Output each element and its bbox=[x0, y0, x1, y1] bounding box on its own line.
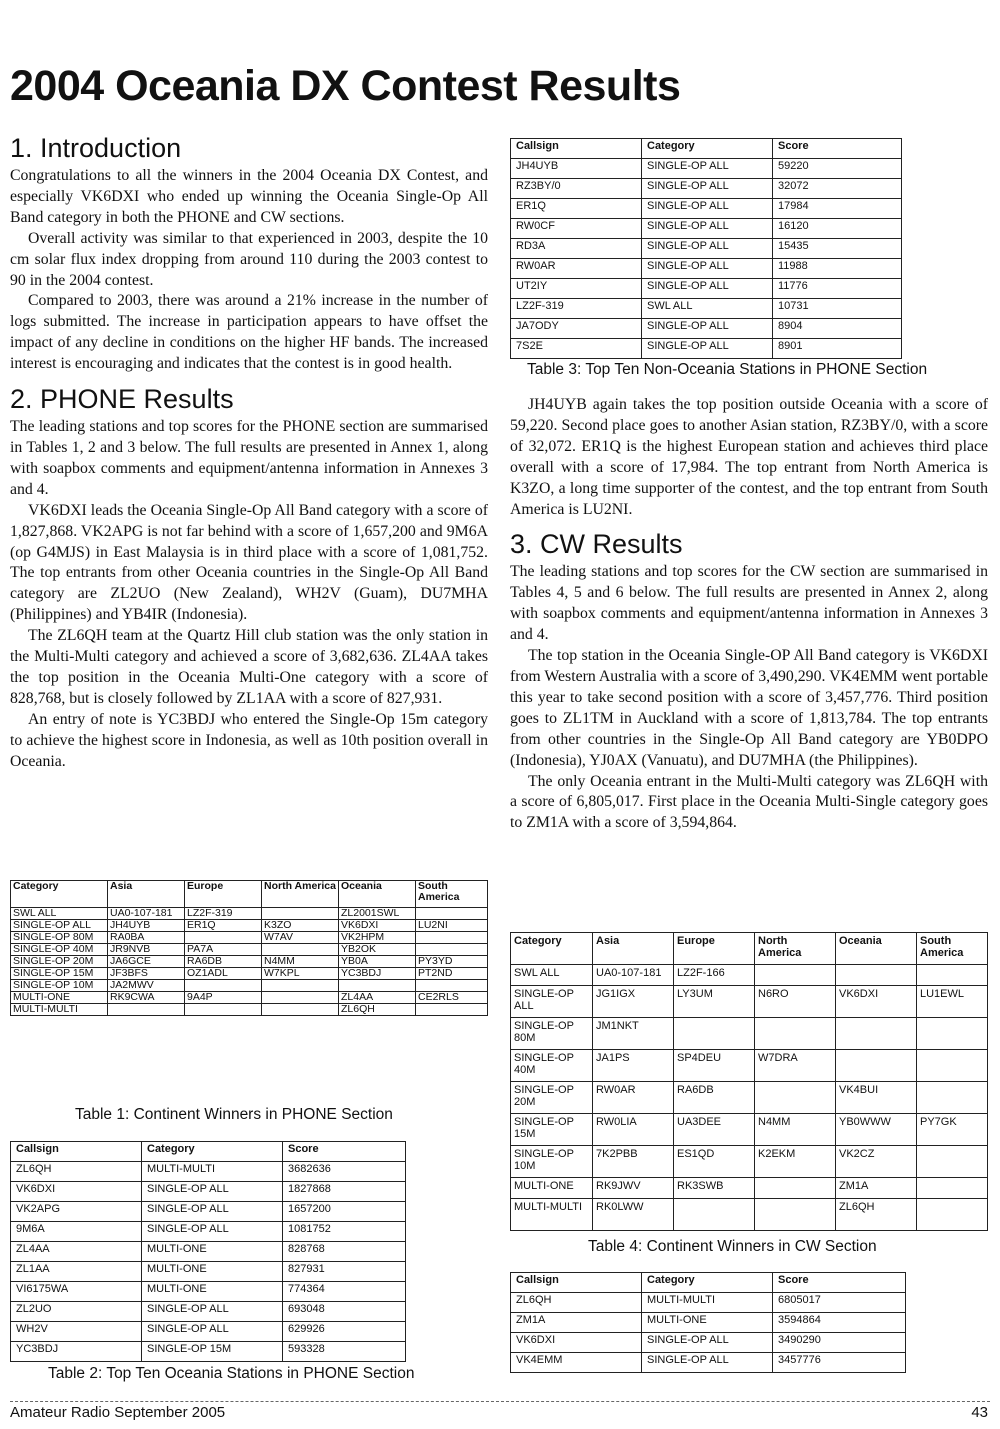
table-cell: RW0CF bbox=[511, 219, 642, 239]
table-cell: SINGLE-OP ALL bbox=[142, 1182, 283, 1202]
table-cell: MULTI-MULTI bbox=[11, 1004, 108, 1016]
table-row bbox=[11, 908, 488, 920]
table-cell: RK9CWA bbox=[108, 992, 185, 1004]
table-row bbox=[511, 1018, 988, 1050]
table-cell: VK2HPM bbox=[339, 932, 416, 944]
intro-paragraph-1: Congratulations to all the winners in the 2004 Oceania DX Contest, and especially VK6DXI who ended up winning the Oceania Single-Op All Band category in both the PHONE and CW sections. bbox=[10, 167, 488, 226]
table-cell: SINGLE-OP ALL bbox=[642, 179, 773, 199]
table-cell: JR9NVB bbox=[108, 944, 185, 956]
table-cell: PA7A bbox=[185, 944, 262, 956]
table-cell bbox=[836, 965, 917, 986]
table-cell bbox=[416, 944, 488, 956]
table-cell: 9A4P bbox=[185, 992, 262, 1004]
phone-paragraph-1: The leading stations and top scores for the PHONE section are summarised in Tables 1, 2 and 3 below. The full results are presented in Annex 1, along with soapbox comments and equipment/antenna information in Annexes 3 and 4. bbox=[10, 418, 488, 498]
table-row bbox=[11, 1222, 406, 1242]
table-cell: SWL ALL bbox=[511, 965, 593, 986]
table-cell: 9M6A bbox=[11, 1222, 142, 1242]
page-title: 2004 Oceania DX Contest Results bbox=[10, 62, 681, 110]
table-cell: W7KPL bbox=[262, 968, 339, 980]
table-cell: RW0AR bbox=[593, 1082, 674, 1114]
table-cell: RK0LWW bbox=[593, 1199, 674, 1231]
column-header: Score bbox=[283, 1142, 406, 1162]
intro-paragraph-2: Overall activity was similar to that experienced in 2003, despite the 10 cm solar flux index dropping from around 110 during the 2003 contest to 90 in the 2004 contest. bbox=[10, 229, 488, 289]
table-cell: SINGLE-OP 40M bbox=[11, 944, 108, 956]
table-row bbox=[511, 239, 902, 259]
table-cell: PY3YD bbox=[416, 956, 488, 968]
table-cell bbox=[917, 1178, 988, 1199]
table-cell: RK9JWV bbox=[593, 1178, 674, 1199]
table-cell: ER1Q bbox=[185, 920, 262, 932]
table-cell: 1827868 bbox=[283, 1182, 406, 1202]
column-header: South America bbox=[917, 933, 988, 965]
table-cell bbox=[755, 1199, 836, 1231]
table-cell: SINGLE-OP ALL bbox=[642, 1353, 773, 1373]
table-cell: JA7ODY bbox=[511, 319, 642, 339]
right-column bbox=[510, 395, 988, 834]
table-cell: MULTI-ONE bbox=[642, 1313, 773, 1333]
table-cell: 17984 bbox=[773, 199, 902, 219]
column-header: Category bbox=[642, 139, 773, 159]
table-cell: YC3BDJ bbox=[339, 968, 416, 980]
table-cell: 1081752 bbox=[283, 1222, 406, 1242]
table-cell: 7K2PBB bbox=[593, 1146, 674, 1178]
column-header: Europe bbox=[185, 881, 262, 908]
table-cell: RZ3BY/0 bbox=[511, 179, 642, 199]
table-cell: UT2IY bbox=[511, 279, 642, 299]
table-cell: UA0-107-181 bbox=[108, 908, 185, 920]
table-cell bbox=[416, 1004, 488, 1016]
table-cell: MULTI-ONE bbox=[11, 992, 108, 1004]
column-header: Asia bbox=[108, 881, 185, 908]
table-cell: 8901 bbox=[773, 339, 902, 359]
table-cell: SINGLE-OP ALL bbox=[11, 920, 108, 932]
table-cell: JA1PS bbox=[593, 1050, 674, 1082]
table-row bbox=[11, 992, 488, 1004]
table-cell: ZL2001SWL bbox=[339, 908, 416, 920]
table-cell: PT2ND bbox=[416, 968, 488, 980]
table-row bbox=[511, 1082, 988, 1114]
table-cell: SINGLE-OP ALL bbox=[142, 1302, 283, 1322]
non-oceania-paragraph: JH4UYB again takes the top position outside Oceania with a score of 59,220. Second place goes to another Asian station, RZ3BY/0, with a score of 32,072. ER1Q is the highest European station and achieves third place overall with a score of 17,984. The top entrant from North America is K3ZO, a long time supporter of the contest, and the top entrant from South America is LU2NI. bbox=[510, 396, 988, 518]
table-row bbox=[11, 1342, 406, 1362]
table-cell: LU2NI bbox=[416, 920, 488, 932]
phone-paragraph-4: An entry of note is YC3BDJ who entered the Single-Op 15m category to achieve the highest score in Indonesia, as well as 10th position overall in Oceania. bbox=[10, 710, 488, 770]
table-row bbox=[11, 1262, 406, 1282]
table-cell: PY7GK bbox=[917, 1114, 988, 1146]
left-column bbox=[10, 132, 488, 772]
table-cell: SINGLE-OP ALL bbox=[642, 159, 773, 179]
table-cell: 8904 bbox=[773, 319, 902, 339]
table-cell: JA6GCE bbox=[108, 956, 185, 968]
table-cell: W7DRA bbox=[755, 1050, 836, 1082]
table-cell bbox=[108, 1004, 185, 1016]
table-cell: SWL ALL bbox=[11, 908, 108, 920]
table-cell: LY3UM bbox=[674, 986, 755, 1018]
table-row bbox=[511, 1353, 906, 1373]
table-cell: WH2V bbox=[11, 1322, 142, 1342]
table-row bbox=[511, 279, 902, 299]
table-1-phone-continent-winners bbox=[10, 880, 488, 1016]
table-row bbox=[11, 1242, 406, 1262]
table-header-row bbox=[511, 139, 902, 159]
table-cell: ZL4AA bbox=[339, 992, 416, 1004]
footer-divider bbox=[10, 1401, 990, 1402]
table-row bbox=[511, 339, 902, 359]
table-cell: SWL ALL bbox=[642, 299, 773, 319]
table-row bbox=[511, 1178, 988, 1199]
phone-heading: 2. PHONE Results bbox=[10, 384, 234, 415]
table-cell: SINGLE-OP ALL bbox=[642, 219, 773, 239]
table-cell: SINGLE-OP ALL bbox=[642, 339, 773, 359]
table-2-top-ten-oceania-phone bbox=[10, 1141, 406, 1362]
table-cell: SINGLE-OP 10M bbox=[11, 980, 108, 992]
table-cell: MULTI-ONE bbox=[511, 1178, 593, 1199]
table-row bbox=[511, 1146, 988, 1178]
table-cell: SINGLE-OP ALL bbox=[511, 986, 593, 1018]
table-row bbox=[11, 920, 488, 932]
table-row bbox=[511, 986, 988, 1018]
table-cell bbox=[416, 908, 488, 920]
table-cell: VK4EMM bbox=[511, 1353, 642, 1373]
table-row bbox=[511, 965, 988, 986]
table-row bbox=[11, 1182, 406, 1202]
table-cell bbox=[416, 932, 488, 944]
table-cell: VK6DXI bbox=[511, 1333, 642, 1353]
table-cell: 774364 bbox=[283, 1282, 406, 1302]
table-row bbox=[11, 944, 488, 956]
table-cell: JF3BFS bbox=[108, 968, 185, 980]
table-cell: JH4UYB bbox=[511, 159, 642, 179]
table-cell bbox=[917, 965, 988, 986]
table-header-row bbox=[511, 1273, 906, 1293]
table-cell: ZM1A bbox=[511, 1313, 642, 1333]
table-header-row bbox=[11, 881, 488, 908]
page-number: 43 bbox=[971, 1404, 988, 1421]
cw-heading: 3. CW Results bbox=[510, 529, 683, 560]
phone-paragraph-2: VK6DXI leads the Oceania Single-Op All Band category with a score of 1,827,868. VK2APG is not far behind with a score of 1,657,200 and 9M6A (op G4MJS) in East Malaysia is in third place with a score of 1,081,752. The top entrants from other Oceania countries in the Single-Op All Band category are ZL2UO (New Zealand), WH2V (Guam), DU7MHA (Philippines) and YB4IR (Indonesia). bbox=[10, 501, 488, 624]
column-header: Callsign bbox=[511, 139, 642, 159]
table-cell: UA3DEE bbox=[674, 1114, 755, 1146]
table-cell: K2EKM bbox=[755, 1146, 836, 1178]
table-cell: W7AV bbox=[262, 932, 339, 944]
table-5-top-oceania-cw bbox=[510, 1272, 906, 1373]
table-cell: 3682636 bbox=[283, 1162, 406, 1182]
intro-heading: 1. Introduction bbox=[10, 133, 182, 163]
table-cell: YC3BDJ bbox=[11, 1342, 142, 1362]
table-cell: SINGLE-OP 80M bbox=[11, 932, 108, 944]
table-cell bbox=[185, 932, 262, 944]
table-cell bbox=[416, 980, 488, 992]
table-cell: RA0BA bbox=[108, 932, 185, 944]
table-row bbox=[511, 1333, 906, 1353]
table-row bbox=[11, 968, 488, 980]
table-row bbox=[11, 1162, 406, 1182]
table-cell: SINGLE-OP ALL bbox=[642, 319, 773, 339]
table-cell: 3457776 bbox=[773, 1353, 906, 1373]
table-cell: YB0A bbox=[339, 956, 416, 968]
table-cell: JA2MWV bbox=[108, 980, 185, 992]
column-header: Score bbox=[773, 139, 902, 159]
intro-paragraph-3: Compared to 2003, there was around a 21% increase in the number of logs submitted. The increase in participation appears to have offset the impact of any decline in conditions on the higher HF bands. The increased interest is encouraging and indicates that the contest is in good health. bbox=[10, 292, 488, 373]
column-header: Score bbox=[773, 1273, 906, 1293]
column-header: Asia bbox=[593, 933, 674, 965]
table-cell: SINGLE-OP 20M bbox=[511, 1082, 593, 1114]
table-cell: ZL4AA bbox=[11, 1242, 142, 1262]
table-cell: ZL6QH bbox=[339, 1004, 416, 1016]
table-cell: CE2RLS bbox=[416, 992, 488, 1004]
table-cell bbox=[674, 1018, 755, 1050]
table-cell: SINGLE-OP 15M bbox=[142, 1342, 283, 1362]
table-row bbox=[11, 980, 488, 992]
table-cell: 593328 bbox=[283, 1342, 406, 1362]
table-row bbox=[11, 956, 488, 968]
table-cell: 629926 bbox=[283, 1322, 406, 1342]
table-cell bbox=[262, 1004, 339, 1016]
table-cell bbox=[185, 980, 262, 992]
table-row bbox=[11, 1004, 488, 1016]
table-cell: LZ2F-319 bbox=[511, 299, 642, 319]
table-cell: SINGLE-OP 40M bbox=[511, 1050, 593, 1082]
table-cell: MULTI-MULTI bbox=[142, 1162, 283, 1182]
table-cell: K3ZO bbox=[262, 920, 339, 932]
table-cell: LU1EWL bbox=[917, 986, 988, 1018]
column-header: Category bbox=[11, 881, 108, 908]
table-cell: VK6DXI bbox=[339, 920, 416, 932]
table-row bbox=[511, 259, 902, 279]
table-cell: VK2APG bbox=[11, 1202, 142, 1222]
table-cell bbox=[836, 1018, 917, 1050]
table-cell: 828768 bbox=[283, 1242, 406, 1262]
column-header: Category bbox=[511, 933, 593, 965]
table-3-caption: Table 3: Top Ten Non-Oceania Stations in PHONE Section bbox=[527, 361, 928, 378]
table-cell: N6RO bbox=[755, 986, 836, 1018]
table-cell: ER1Q bbox=[511, 199, 642, 219]
table-cell: 32072 bbox=[773, 179, 902, 199]
column-header: North America bbox=[262, 881, 339, 908]
cw-paragraph-2: The top station in the Oceania Single-OP All Band category is VK6DXI from Western Australia with a score of 3,490,290. VK4EMM went portable this year to take second position with a score of 3,457,776. Third position goes to ZL1TM in Auckland with a score of 1,813,784. The top entrants from other countries in the Single-Op All Band category are YB0DPO (Indonesia), YJ0AX (Vanuatu), and DU7MHA (the Philippines). bbox=[510, 647, 988, 769]
table-cell bbox=[755, 965, 836, 986]
table-cell: MULTI-ONE bbox=[142, 1282, 283, 1302]
table-cell bbox=[836, 1050, 917, 1082]
table-cell: JG1IGX bbox=[593, 986, 674, 1018]
table-cell: RD3A bbox=[511, 239, 642, 259]
table-cell: SINGLE-OP ALL bbox=[142, 1202, 283, 1222]
table-cell: ZL6QH bbox=[511, 1293, 642, 1313]
table-cell: VI6175WA bbox=[11, 1282, 142, 1302]
table-cell: RW0LIA bbox=[593, 1114, 674, 1146]
table-cell bbox=[755, 1082, 836, 1114]
table-cell: SINGLE-OP 20M bbox=[11, 956, 108, 968]
table-cell: 16120 bbox=[773, 219, 902, 239]
table-cell bbox=[262, 980, 339, 992]
table-cell: JH4UYB bbox=[108, 920, 185, 932]
table-cell: LZ2F-166 bbox=[674, 965, 755, 986]
table-row bbox=[511, 1114, 988, 1146]
column-header: Callsign bbox=[511, 1273, 642, 1293]
table-cell: ZL1AA bbox=[11, 1262, 142, 1282]
table-cell: YB2OK bbox=[339, 944, 416, 956]
table-cell: ZL6QH bbox=[836, 1199, 917, 1231]
table-cell bbox=[917, 1146, 988, 1178]
table-cell: 3594864 bbox=[773, 1313, 906, 1333]
table-cell: 693048 bbox=[283, 1302, 406, 1322]
table-1-caption: Table 1: Continent Winners in PHONE Section bbox=[75, 1106, 393, 1123]
cw-paragraph-1: The leading stations and top scores for the CW section are summarised in Tables 4, 5 and 6 below. The full results are presented in Annex 2, along with soapbox comments and equipment/antenna information in Annexes 3 and 4. bbox=[510, 563, 988, 644]
table-cell bbox=[339, 980, 416, 992]
table-cell: SINGLE-OP 15M bbox=[511, 1114, 593, 1146]
table-4-cw-continent-winners bbox=[510, 932, 988, 1231]
table-row bbox=[511, 159, 902, 179]
table-cell: 3490290 bbox=[773, 1333, 906, 1353]
table-cell: MULTI-ONE bbox=[142, 1242, 283, 1262]
table-cell bbox=[674, 1199, 755, 1231]
table-row bbox=[511, 1199, 988, 1231]
table-row bbox=[511, 219, 902, 239]
table-cell bbox=[917, 1082, 988, 1114]
column-header: Category bbox=[142, 1142, 283, 1162]
table-cell: VK4BUI bbox=[836, 1082, 917, 1114]
footer-publication: Amateur Radio September 2005 bbox=[10, 1404, 226, 1421]
table-cell: SINGLE-OP ALL bbox=[642, 199, 773, 219]
table-row bbox=[511, 1050, 988, 1082]
table-cell: SINGLE-OP ALL bbox=[642, 1333, 773, 1353]
table-cell: ZL6QH bbox=[11, 1162, 142, 1182]
table-row bbox=[511, 1313, 906, 1333]
table-cell: RK3SWB bbox=[674, 1178, 755, 1199]
table-cell: UA0-107-181 bbox=[593, 965, 674, 986]
table-cell: OZ1ADL bbox=[185, 968, 262, 980]
column-header: Oceania bbox=[339, 881, 416, 908]
table-row bbox=[11, 1282, 406, 1302]
table-cell bbox=[917, 1050, 988, 1082]
table-cell: 10731 bbox=[773, 299, 902, 319]
table-header-row bbox=[511, 933, 988, 965]
column-header: North America bbox=[755, 933, 836, 965]
table-cell: VK2CZ bbox=[836, 1146, 917, 1178]
column-header: Category bbox=[642, 1273, 773, 1293]
table-row bbox=[11, 932, 488, 944]
table-row bbox=[511, 199, 902, 219]
table-cell: SP4DEU bbox=[674, 1050, 755, 1082]
table-cell bbox=[755, 1178, 836, 1199]
table-cell: SINGLE-OP ALL bbox=[642, 259, 773, 279]
table-cell: LZ2F-319 bbox=[185, 908, 262, 920]
table-cell: N4MM bbox=[755, 1114, 836, 1146]
table-cell: 59220 bbox=[773, 159, 902, 179]
table-cell: SINGLE-OP ALL bbox=[142, 1222, 283, 1242]
table-cell: 7S2E bbox=[511, 339, 642, 359]
table-cell: SINGLE-OP 10M bbox=[511, 1146, 593, 1178]
table-cell: RA6DB bbox=[674, 1082, 755, 1114]
table-cell: MULTI-MULTI bbox=[511, 1199, 593, 1231]
table-3-top-ten-non-oceania-phone bbox=[510, 138, 902, 359]
table-cell: VK6DXI bbox=[11, 1182, 142, 1202]
column-header: Callsign bbox=[11, 1142, 142, 1162]
table-2-caption: Table 2: Top Ten Oceania Stations in PHONE Section bbox=[48, 1365, 415, 1382]
table-cell: SINGLE-OP ALL bbox=[142, 1322, 283, 1342]
column-header: Oceania bbox=[836, 933, 917, 965]
table-cell: 827931 bbox=[283, 1262, 406, 1282]
table-cell: YB0WWW bbox=[836, 1114, 917, 1146]
table-cell bbox=[262, 944, 339, 956]
table-row bbox=[511, 179, 902, 199]
table-cell: SINGLE-OP 15M bbox=[11, 968, 108, 980]
table-cell: 11988 bbox=[773, 259, 902, 279]
table-cell: MULTI-ONE bbox=[142, 1262, 283, 1282]
table-row bbox=[11, 1322, 406, 1342]
table-cell bbox=[755, 1018, 836, 1050]
table-cell: RA6DB bbox=[185, 956, 262, 968]
table-cell bbox=[917, 1199, 988, 1231]
table-cell: SINGLE-OP ALL bbox=[642, 279, 773, 299]
table-row bbox=[11, 1202, 406, 1222]
table-row bbox=[511, 299, 902, 319]
table-4-caption: Table 4: Continent Winners in CW Section bbox=[588, 1238, 877, 1255]
table-cell: N4MM bbox=[262, 956, 339, 968]
table-cell: VK6DXI bbox=[836, 986, 917, 1018]
table-cell: MULTI-MULTI bbox=[642, 1293, 773, 1313]
table-row bbox=[511, 319, 902, 339]
table-cell: ZL2UO bbox=[11, 1302, 142, 1322]
table-row bbox=[511, 1293, 906, 1313]
table-cell: ZM1A bbox=[836, 1178, 917, 1199]
table-cell: RW0AR bbox=[511, 259, 642, 279]
table-cell: 6805017 bbox=[773, 1293, 906, 1313]
table-cell: 11776 bbox=[773, 279, 902, 299]
table-cell: JM1NKT bbox=[593, 1018, 674, 1050]
column-header: Europe bbox=[674, 933, 755, 965]
table-cell bbox=[262, 908, 339, 920]
table-cell bbox=[185, 1004, 262, 1016]
table-cell: SINGLE-OP ALL bbox=[642, 239, 773, 259]
table-cell bbox=[262, 992, 339, 1004]
cw-paragraph-3: The only Oceania entrant in the Multi-Multi category was ZL6QH with a score of 6,805,017. First place in the Oceania Multi-Single category goes to ZM1A with a score of 3,594,864. bbox=[510, 772, 988, 832]
table-cell: 15435 bbox=[773, 239, 902, 259]
table-cell: 1657200 bbox=[283, 1202, 406, 1222]
column-header: South America bbox=[416, 881, 488, 908]
table-cell bbox=[917, 1018, 988, 1050]
table-header-row bbox=[11, 1142, 406, 1162]
phone-paragraph-3: The ZL6QH team at the Quartz Hill club station was the only station in the Multi-Multi category and achieved a score of 3,682,636. ZL4AA takes the top position in the Oceania Multi-One category with a score of 828,768, but is closely followed by ZL1AA with a score of 827,931. bbox=[10, 627, 488, 707]
table-cell: ES1QD bbox=[674, 1146, 755, 1178]
table-cell: SINGLE-OP 80M bbox=[511, 1018, 593, 1050]
table-row bbox=[11, 1302, 406, 1322]
